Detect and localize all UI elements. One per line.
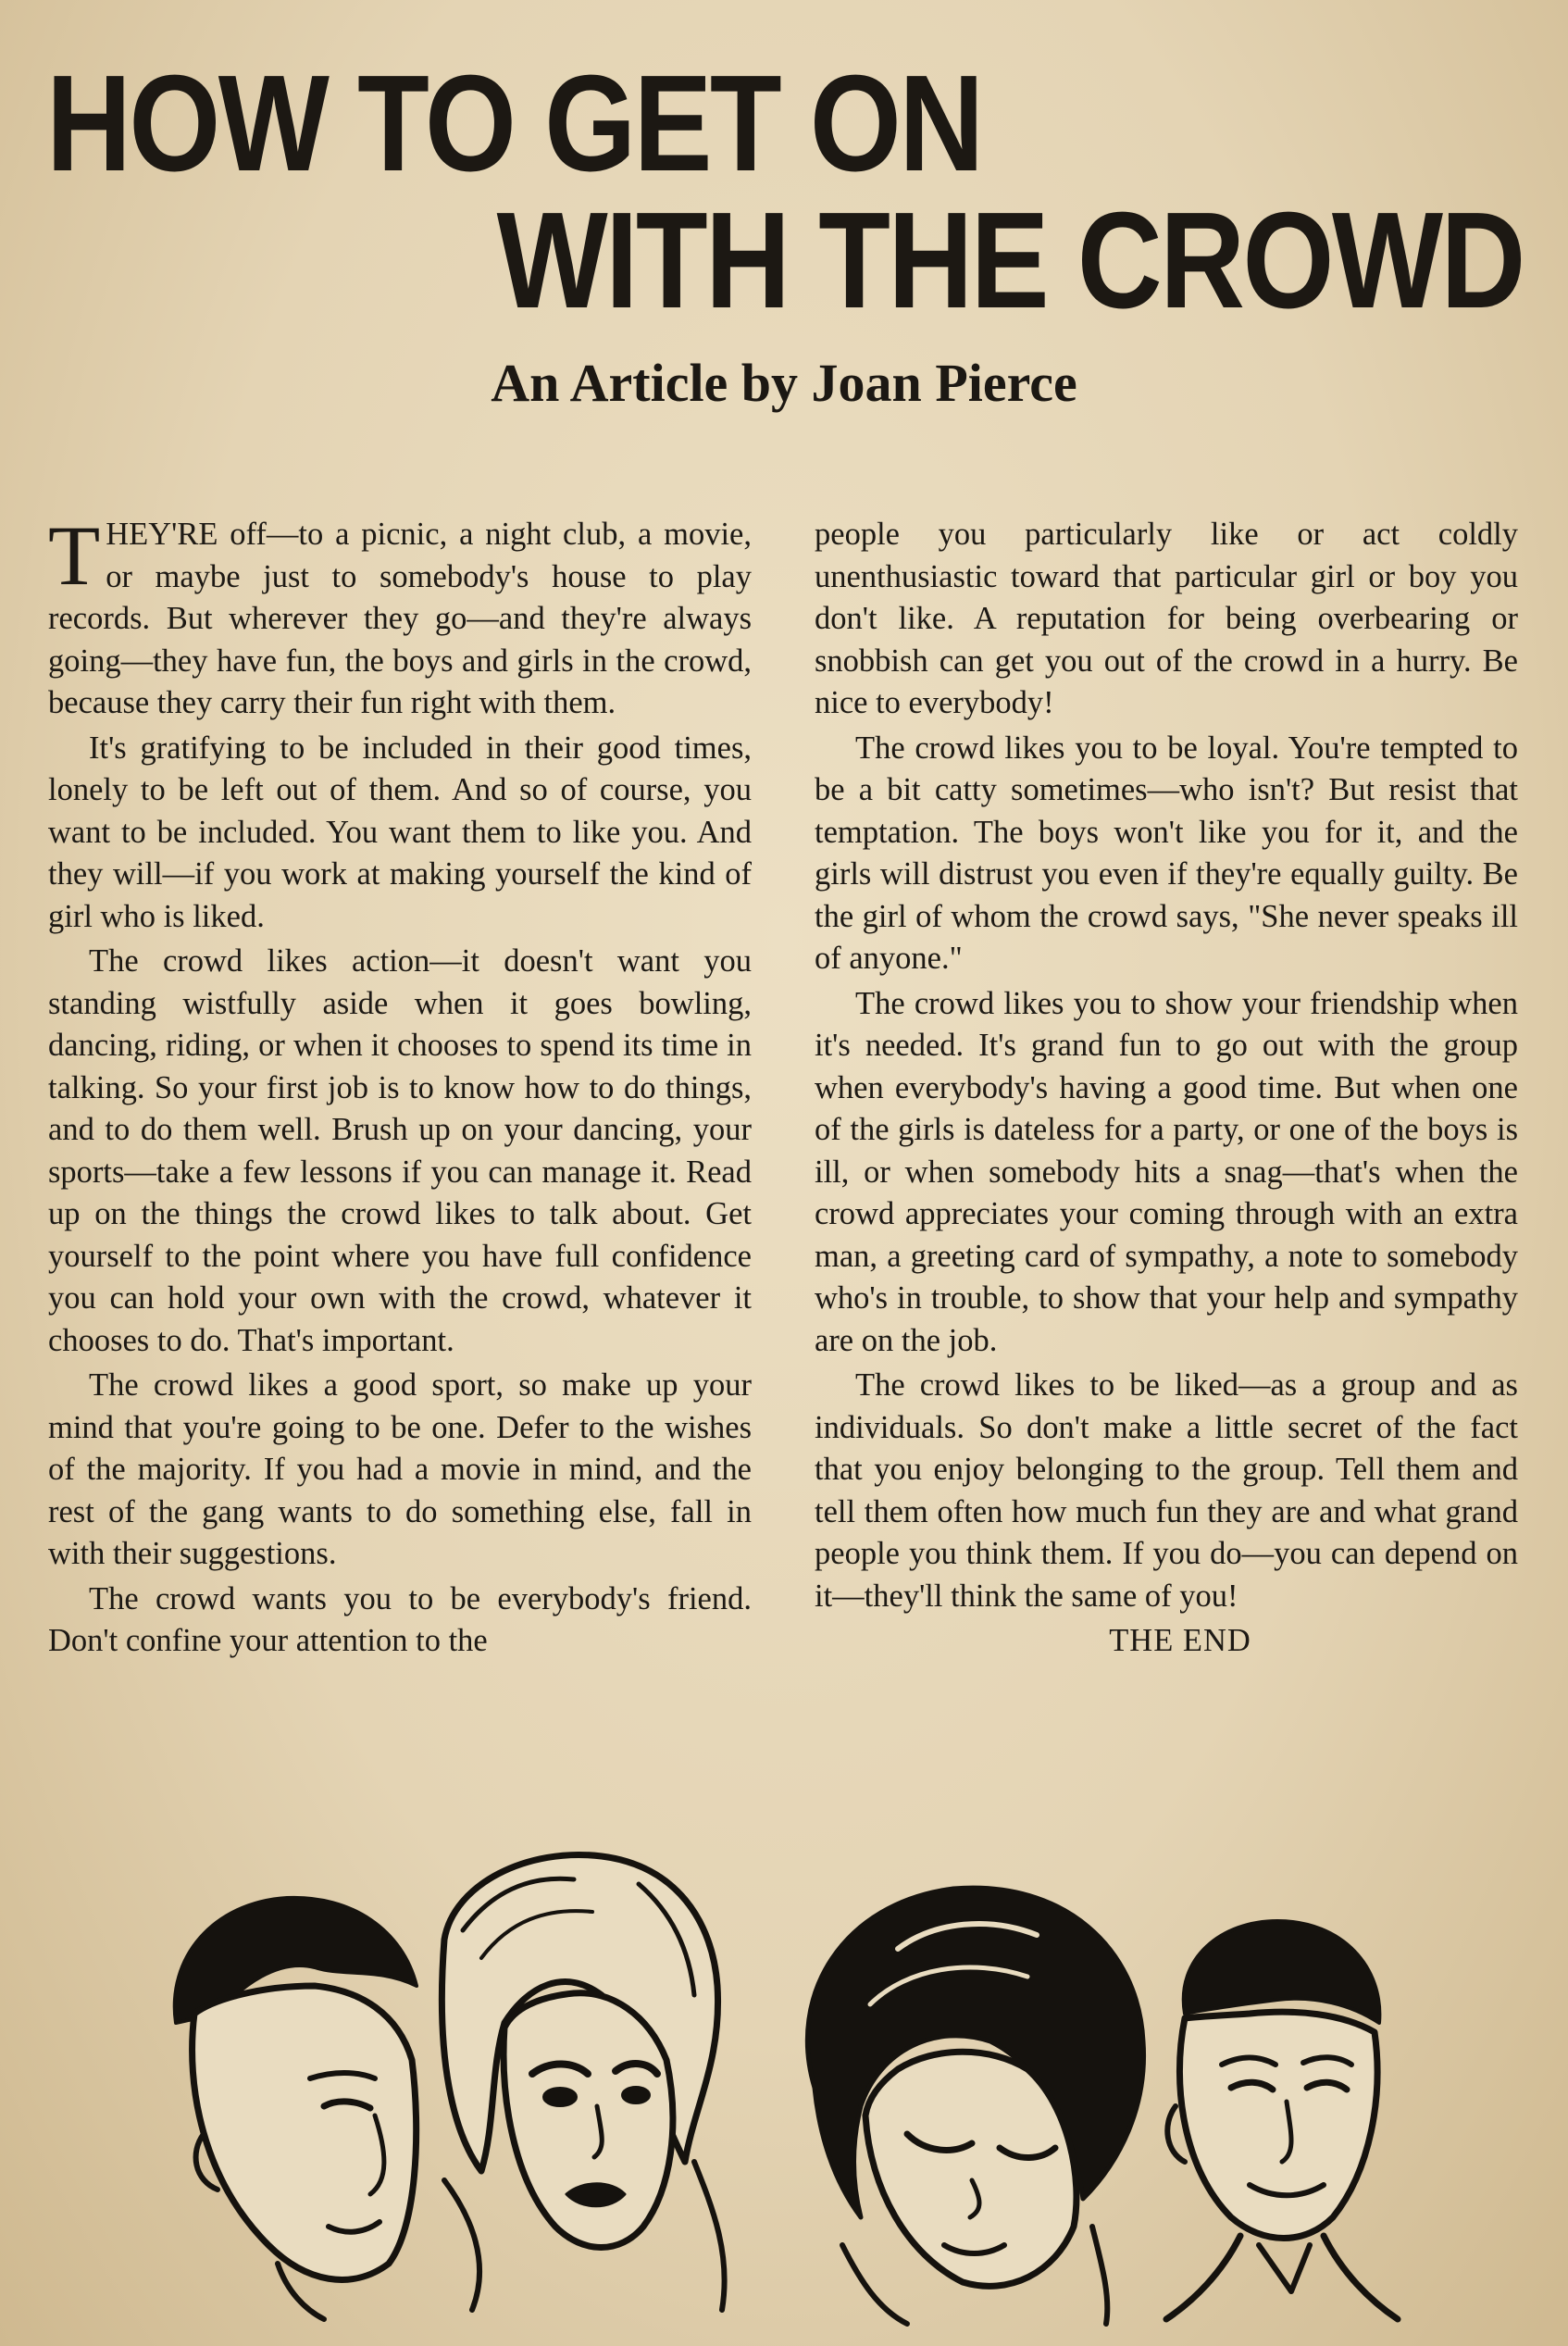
- drop-cap: T: [48, 508, 101, 603]
- paragraph-4: The crowd likes a good sport, so make up your mind that you're going to be one. Defer to the wishes of the majority. If you had a movie in mind, and the rest of the gang wants to do something else, fall in with their suggestions.: [48, 1367, 752, 1571]
- article-title-line-1: HOW TO GET ON: [46, 47, 982, 200]
- paragraph-8: The crowd likes you to show your friendship when it's needed. It's grand fun to go out with the group when everybody's having a good time. But when one of the girls is dateless for a party, or one of the boys is ill, or when somebody hits a snag—that's when the crowd appreciates your coming through with an extra man, a greeting card of sympathy, a note to somebody who's in trouble, to show that your help and sympathy are on the job.: [815, 985, 1518, 1358]
- paragraph-3: The crowd likes action—it doesn't want you standing wistfully aside when it goes bowling, dancing, riding, or when it chooses to spend its time in talking. So your first job is to know how to do things, and to do them well. Brush up on your dancing, your sports—take a few lessons if you can manage it. Read up on the things the crowd likes to talk about. Get yourself to the point where you have full confidence you can hold your own with the crowd, whatever it chooses to do. That's important.: [48, 943, 752, 1358]
- article-title-line-2: WITH THE CROWD: [496, 184, 1524, 337]
- dark-haired-woman-figure: [807, 1888, 1143, 2324]
- young-man-right-figure: [1166, 1921, 1398, 2319]
- crowd-illustration: [139, 1828, 1435, 2328]
- paragraph-7: The crowd likes you to be loyal. You're tempted to be a bit catty sometimes—who isn't? But resist that temptation. The boys won't like you for it, and the girls will distrust you even if they're equally guilty. Be the girl of whom the crowd says, "She never speaks ill of anyone.": [815, 730, 1518, 976]
- paragraph-6: people you particularly like or act coldly unenthusiastic toward that particular girl or boy you don't like. A reputation for being overbearing or snobbish can get you out of the crowd in a hurry. Be nice to everybody!: [815, 517, 1518, 720]
- article-byline: An Article by Joan Pierce: [491, 353, 1077, 413]
- the-end-label: THE END: [1109, 1623, 1251, 1658]
- paragraph-2: It's gratifying to be included in their good times, lonely to be left out of them. And so of course, you want to be included. You want them to like you. And they will—if you work at making yourself the kind of girl who is liked.: [48, 730, 752, 934]
- paragraph-5: The crowd wants you to be everybody's friend. Don't confine your attention to the: [48, 1580, 752, 1658]
- paragraph-1: [48, 508, 752, 725]
- paragraph-9: The crowd likes to be liked—as a group and as individuals. So don't make a little secret of the fact that you enjoy belonging to the group. Tell them and tell them often how much fun they are and what grand people you think them. If you do—you can depend on it—they'll think the same of you!: [815, 1367, 1518, 1614]
- young-man-left-figure: [175, 1898, 417, 2319]
- right-column: [815, 514, 1518, 1666]
- blonde-woman-figure: [442, 1854, 724, 2310]
- left-column: [48, 508, 752, 1666]
- paragraph-1-text: HEY'RE off—to a picnic, a night club, a movie, or maybe just to somebody's house to play records. But wherever they go—and they're always going—they have fun, the boys and girls in the crowd, because they carry their fun right with them.: [48, 517, 752, 720]
